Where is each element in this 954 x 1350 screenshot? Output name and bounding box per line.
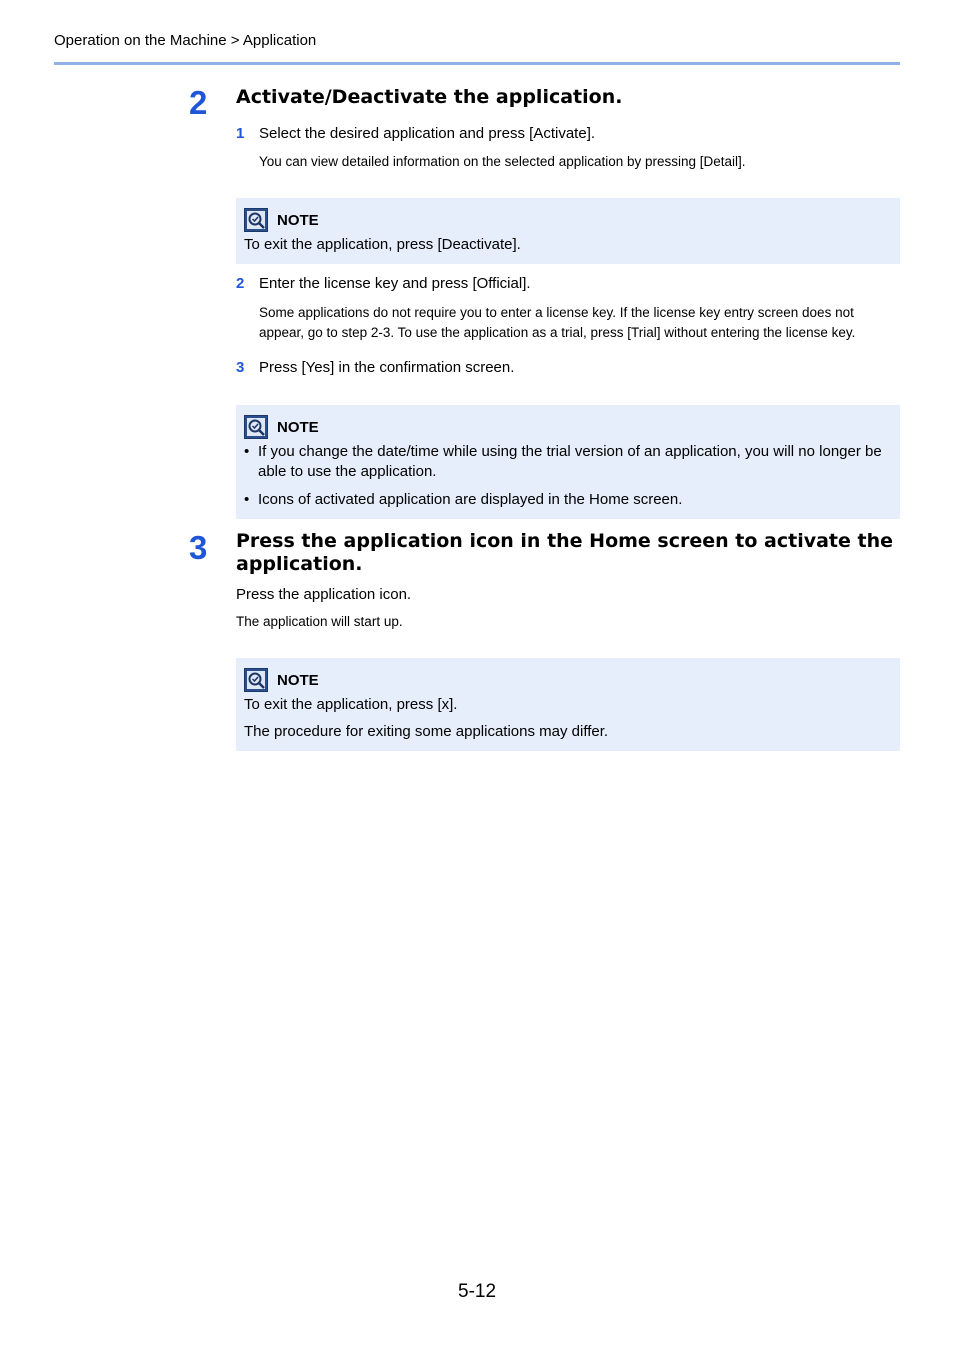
substep-text: Press [Yes] in the confirmation screen. bbox=[259, 359, 515, 376]
substep-detail: You can view detailed information on the selected application by pressing [Detail]. bbox=[259, 154, 746, 169]
note-icon bbox=[244, 668, 268, 692]
note-text: To exit the application, press [x]. bbox=[244, 696, 458, 713]
substep-text: Enter the license key and press [Official]. bbox=[259, 275, 531, 292]
substep-text: Select the desired application and press [Activate]. bbox=[259, 125, 596, 142]
note-bullet-text: Icons of activated application are displayed in the Home screen. bbox=[258, 491, 683, 508]
substep-number: 1 bbox=[236, 125, 245, 142]
note-box bbox=[236, 658, 900, 751]
step-title: Press the application icon in the Home screen to activate the application. bbox=[236, 530, 894, 575]
note-bullet: • Icons of activated application are displayed in the Home screen. bbox=[244, 491, 683, 508]
note-text: To exit the application, press [Deactivate]. bbox=[244, 236, 521, 253]
header-rule bbox=[54, 62, 900, 65]
note-label: NOTE bbox=[277, 211, 319, 229]
note-label: NOTE bbox=[277, 671, 319, 689]
substep-number: 2 bbox=[236, 275, 245, 292]
note-bullet-text: If you change the date/time while using the trial version of an application, you will no longer be able to use the application. bbox=[258, 443, 882, 480]
breadcrumb: Operation on the Machine > Application bbox=[54, 32, 317, 49]
note-box bbox=[236, 405, 900, 519]
note-box bbox=[236, 198, 900, 264]
note-icon bbox=[244, 415, 268, 439]
substep-detail: Some applications do not require you to enter a license key. If the license key entry screen does not appear, go to step 2-3. To use the application as a trial, press [Trial] without entering the license key. bbox=[259, 305, 856, 340]
note-bullet: • If you change the date/time while using the trial version of an application, you will no longer be able to use the application. bbox=[244, 442, 892, 481]
note-text: The procedure for exiting some applications may differ. bbox=[244, 723, 609, 740]
step-detail: The application will start up. bbox=[236, 614, 403, 629]
note-icon bbox=[244, 208, 268, 232]
step-number: 3 bbox=[189, 529, 208, 566]
page-number: 5-12 bbox=[458, 1281, 497, 1302]
substep-number: 3 bbox=[236, 359, 245, 376]
step-title: Activate/Deactivate the application. bbox=[236, 86, 623, 108]
step-number: 2 bbox=[189, 84, 208, 121]
note-label: NOTE bbox=[277, 418, 319, 436]
step-text: Press the application icon. bbox=[236, 586, 412, 603]
